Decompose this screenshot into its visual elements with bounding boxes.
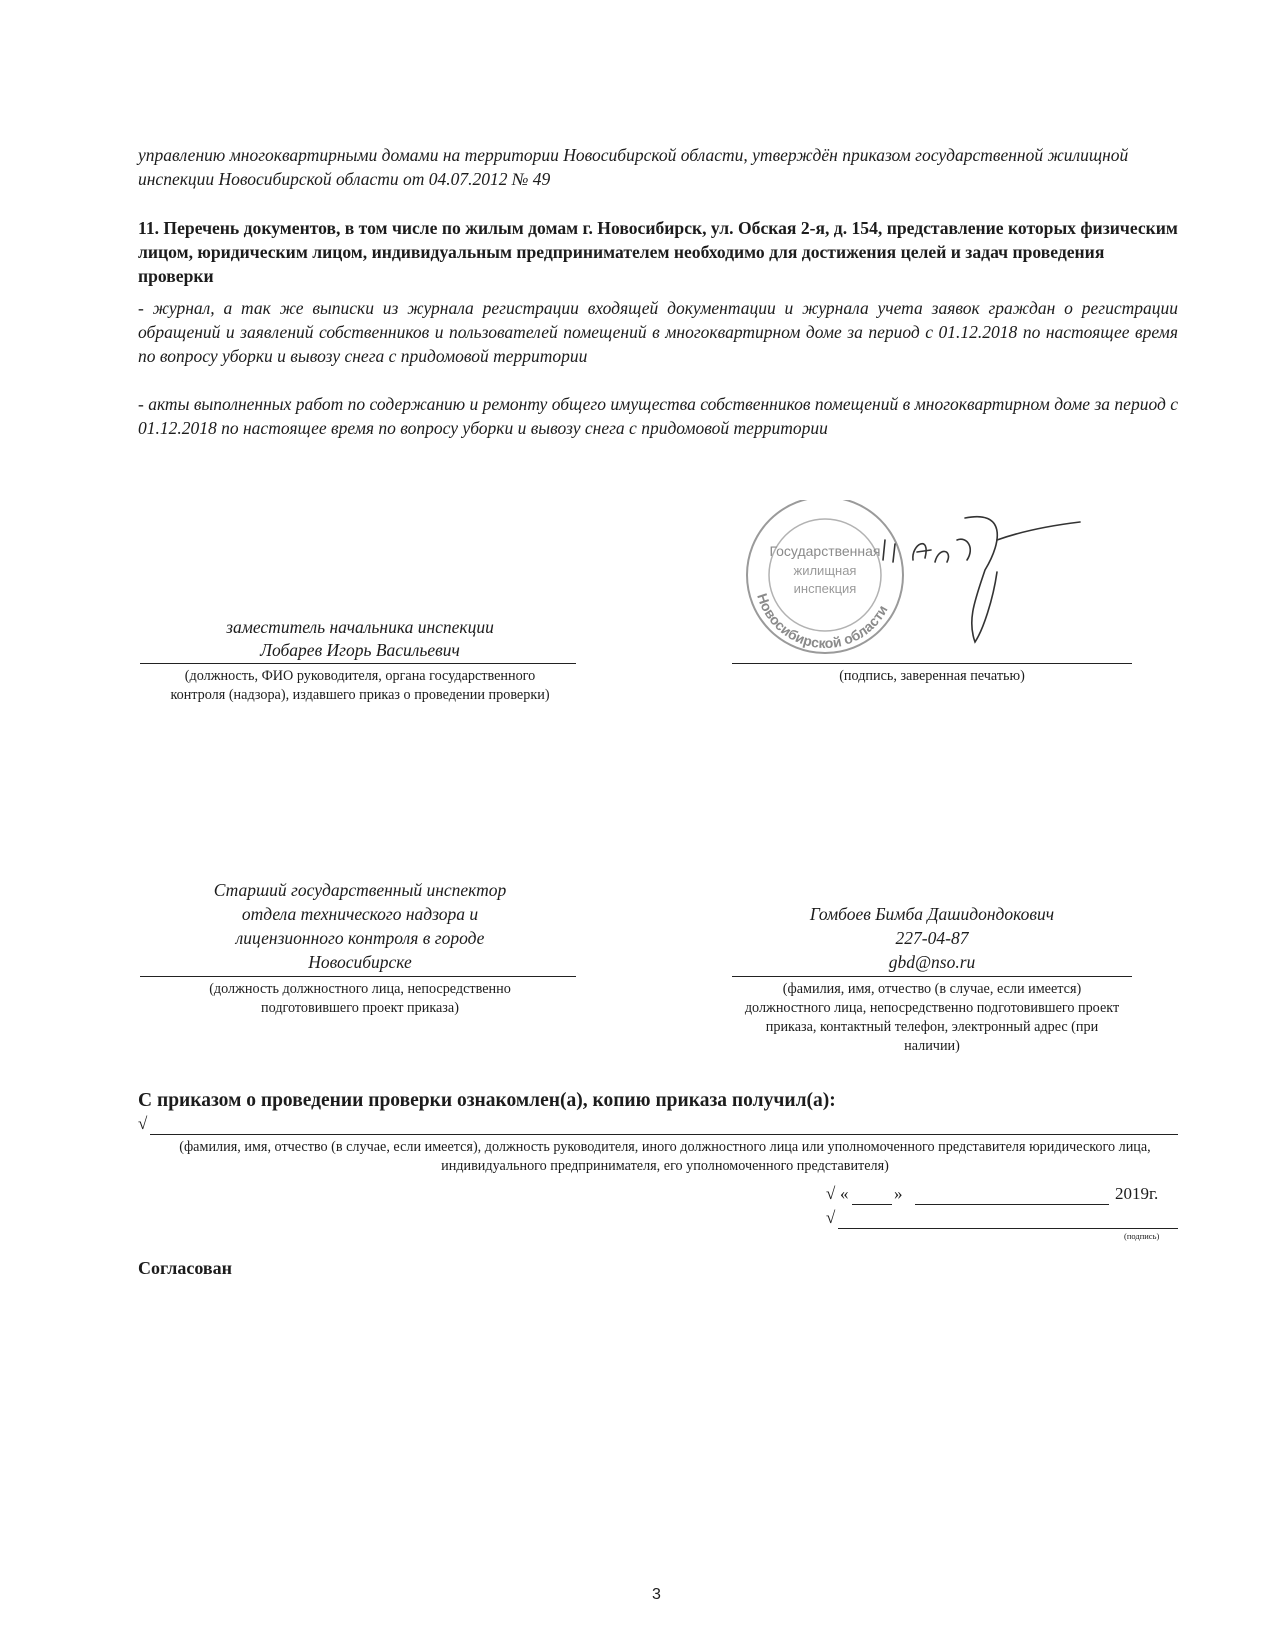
official-stamp — [735, 500, 1115, 660]
page-number: 3 — [652, 1586, 661, 1603]
head-name: Лобарев Игорь Васильевич — [260, 640, 460, 660]
inspector-position-line-rule — [140, 976, 576, 977]
head-position: заместитель начальника инспекции — [226, 617, 494, 637]
handwritten-signature — [883, 517, 1080, 642]
stamp-line-2: жилищная — [793, 563, 857, 578]
check-mark: √ — [138, 1114, 148, 1133]
inspector-name-caption: (фамилия, имя, отчество (в случае, если имеется) должностного лица, непосредственно подготовившего проект приказа, контактный телефон, электронный адрес (при наличии) — [744, 981, 1120, 1054]
inspector-position-caption: (должность должностного лица, непосредственно подготовившего проект приказа) — [209, 981, 511, 1016]
inspector-email: gbd@nso.ru — [888, 952, 976, 972]
inspector-position-line: отдела технического надзора и — [241, 904, 479, 924]
date-year: 2019г. — [1115, 1184, 1159, 1203]
document-list-item: - журнал, а так же выписки из журнала регистрации входящей документации и журнала учета заявок граждан о регистрации обращений и заявлений собственников и пользователей помещений в многоквартирном доме за период с 01.12.2018 по настоящее время по вопросу уборки и вывозу снега с придомовой территории — [138, 298, 1178, 366]
date-close-quote: » — [894, 1184, 903, 1203]
stamp-signature-line — [732, 663, 1132, 664]
section-11-title: 11. Перечень документов, в том числе по жилым домам г. Новосибирск, ул. Обская 2-я, д. 154, представление которых физическим лицом, юридическим лицом, индивидуальным предпринимателем необходимо для достижения целей и задач проведения проверки — [138, 218, 1178, 286]
approved-label: Согласован — [138, 1258, 232, 1278]
date-open-quote: « — [840, 1184, 849, 1203]
inspector-position-line: Новосибирске — [308, 952, 412, 972]
acknowledgement-caption: (фамилия, имя, отчество (в случае, если имеется), должность руководителя, иного должностного лица или уполномоченного представителя юридического лица, индивидуального предпринимателя, его уполномоченного представителя) — [179, 1139, 1151, 1174]
head-caption: (должность, ФИО руководителя, органа государственного контроля (надзора), издавшего приказ о проведении проверки) — [170, 668, 550, 703]
inspector-position-line: Старший государственный инспектор — [213, 880, 507, 900]
inspector-name: Гомбоев Бимба Дашидондокович — [809, 904, 1055, 924]
head-signature-line — [140, 663, 576, 664]
inspector-position-line: лицензионного контроля в городе — [235, 928, 485, 948]
date-month-line — [915, 1204, 1109, 1205]
inspector-phone: 227-04-87 — [895, 928, 969, 948]
acknowledgement-title: С приказом о проведении проверки ознакомлен(а), копию приказа получил(а): — [138, 1090, 836, 1111]
stamp-line-3: инспекция — [793, 581, 857, 596]
check-mark: √ — [826, 1208, 836, 1227]
date-day-line — [852, 1204, 892, 1205]
signature-caption: (подпись) — [1124, 1231, 1160, 1241]
stamp-caption: (подпись, заверенная печатью) — [839, 668, 1025, 684]
inspector-name-line — [732, 976, 1132, 977]
intro-paragraph: управлению многоквартирными домами на территории Новосибирской области, утверждён приказом государственной жилищной инспекции Новосибирской области от 04.07.2012 № 49 — [138, 145, 1129, 189]
document-list-item: - акты выполненных работ по содержанию и ремонту общего имущества собственников помещений в многоквартирном доме за период с 01.12.2018 по настоящее время по вопросу уборки и вывозу снега с придомовой территории — [138, 394, 1178, 438]
acknowledgement-line — [150, 1134, 1178, 1135]
stamp-ring-text: Новосибирской области — [754, 591, 891, 652]
stamp-line-1: Государственная — [769, 543, 881, 559]
check-mark: √ — [826, 1184, 836, 1203]
signature-line — [838, 1228, 1178, 1229]
